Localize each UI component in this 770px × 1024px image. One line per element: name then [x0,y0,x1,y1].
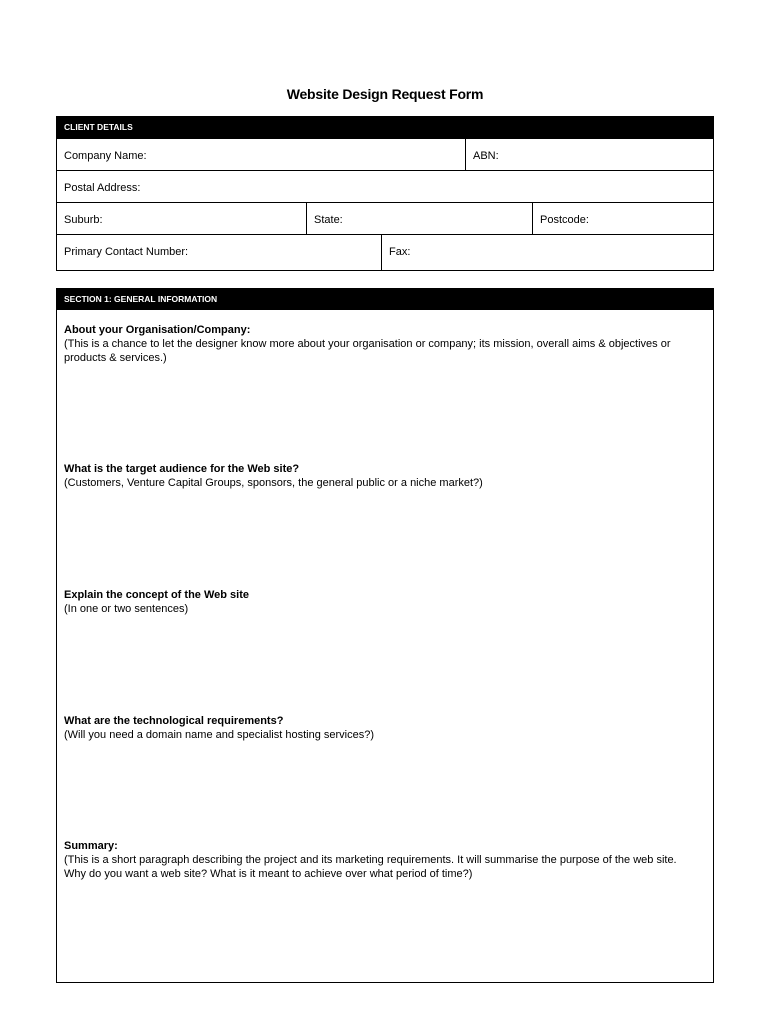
general-information-section [56,288,714,983]
abn-field[interactable] [465,139,713,170]
fax-field[interactable] [381,235,713,271]
suburb-field[interactable] [57,203,306,234]
state-field[interactable] [306,203,532,234]
company-name-label: Company Name: [64,150,147,162]
postcode-label: Postcode: [540,214,589,226]
postal-row [57,170,713,202]
question-summary[interactable] [64,839,701,881]
question-help: (In one or two sentences) [64,603,189,615]
question-target-audience[interactable] [64,462,701,490]
company-row [57,138,713,170]
abn-label: ABN: [473,150,499,162]
question-help: (Customers, Venture Capital Groups, sponsors, the general public or a niche market?) [64,477,483,489]
suburb-row [57,202,713,234]
suburb-label: Suburb: [64,214,103,226]
question-concept[interactable] [64,588,701,616]
primary-contact-label: Primary Contact Number: [64,246,189,258]
form-title: Website Design Request Form [286,86,484,102]
question-heading: About your Organisation/Company: [64,324,251,336]
question-help: (This is a chance to let the designer know more about your organisation or company; its mission, overall aims & objectives or products & services.) [64,338,671,364]
postal-address-field[interactable] [57,171,713,202]
postal-address-label: Postal Address: [64,182,141,194]
question-help: (This is a short paragraph describing the project and its marketing requirements. It will summarise the purpose of the web site. Why do you want a web site? What is it meant to achieve over what period of time?) [64,854,677,880]
section1-header: SECTION 1: GENERAL INFORMATION [57,289,713,310]
client-details-header: CLIENT DETAILS [57,117,713,138]
question-heading: Summary: [64,840,118,852]
postcode-field[interactable] [532,203,713,234]
primary-contact-field[interactable] [57,235,381,271]
client-details-section [56,116,714,271]
contact-row [57,234,713,271]
question-heading: What are the technological requirements? [64,715,284,727]
question-heading: What is the target audience for the Web site? [64,463,300,475]
question-about-organisation[interactable] [64,323,701,365]
question-help: (Will you need a domain name and specialist hosting services?) [64,729,374,741]
question-heading: Explain the concept of the Web site [64,589,249,601]
question-technological-requirements[interactable] [64,714,701,742]
state-label: State: [314,214,343,226]
company-name-field[interactable] [57,139,465,170]
fax-label: Fax: [389,246,411,258]
